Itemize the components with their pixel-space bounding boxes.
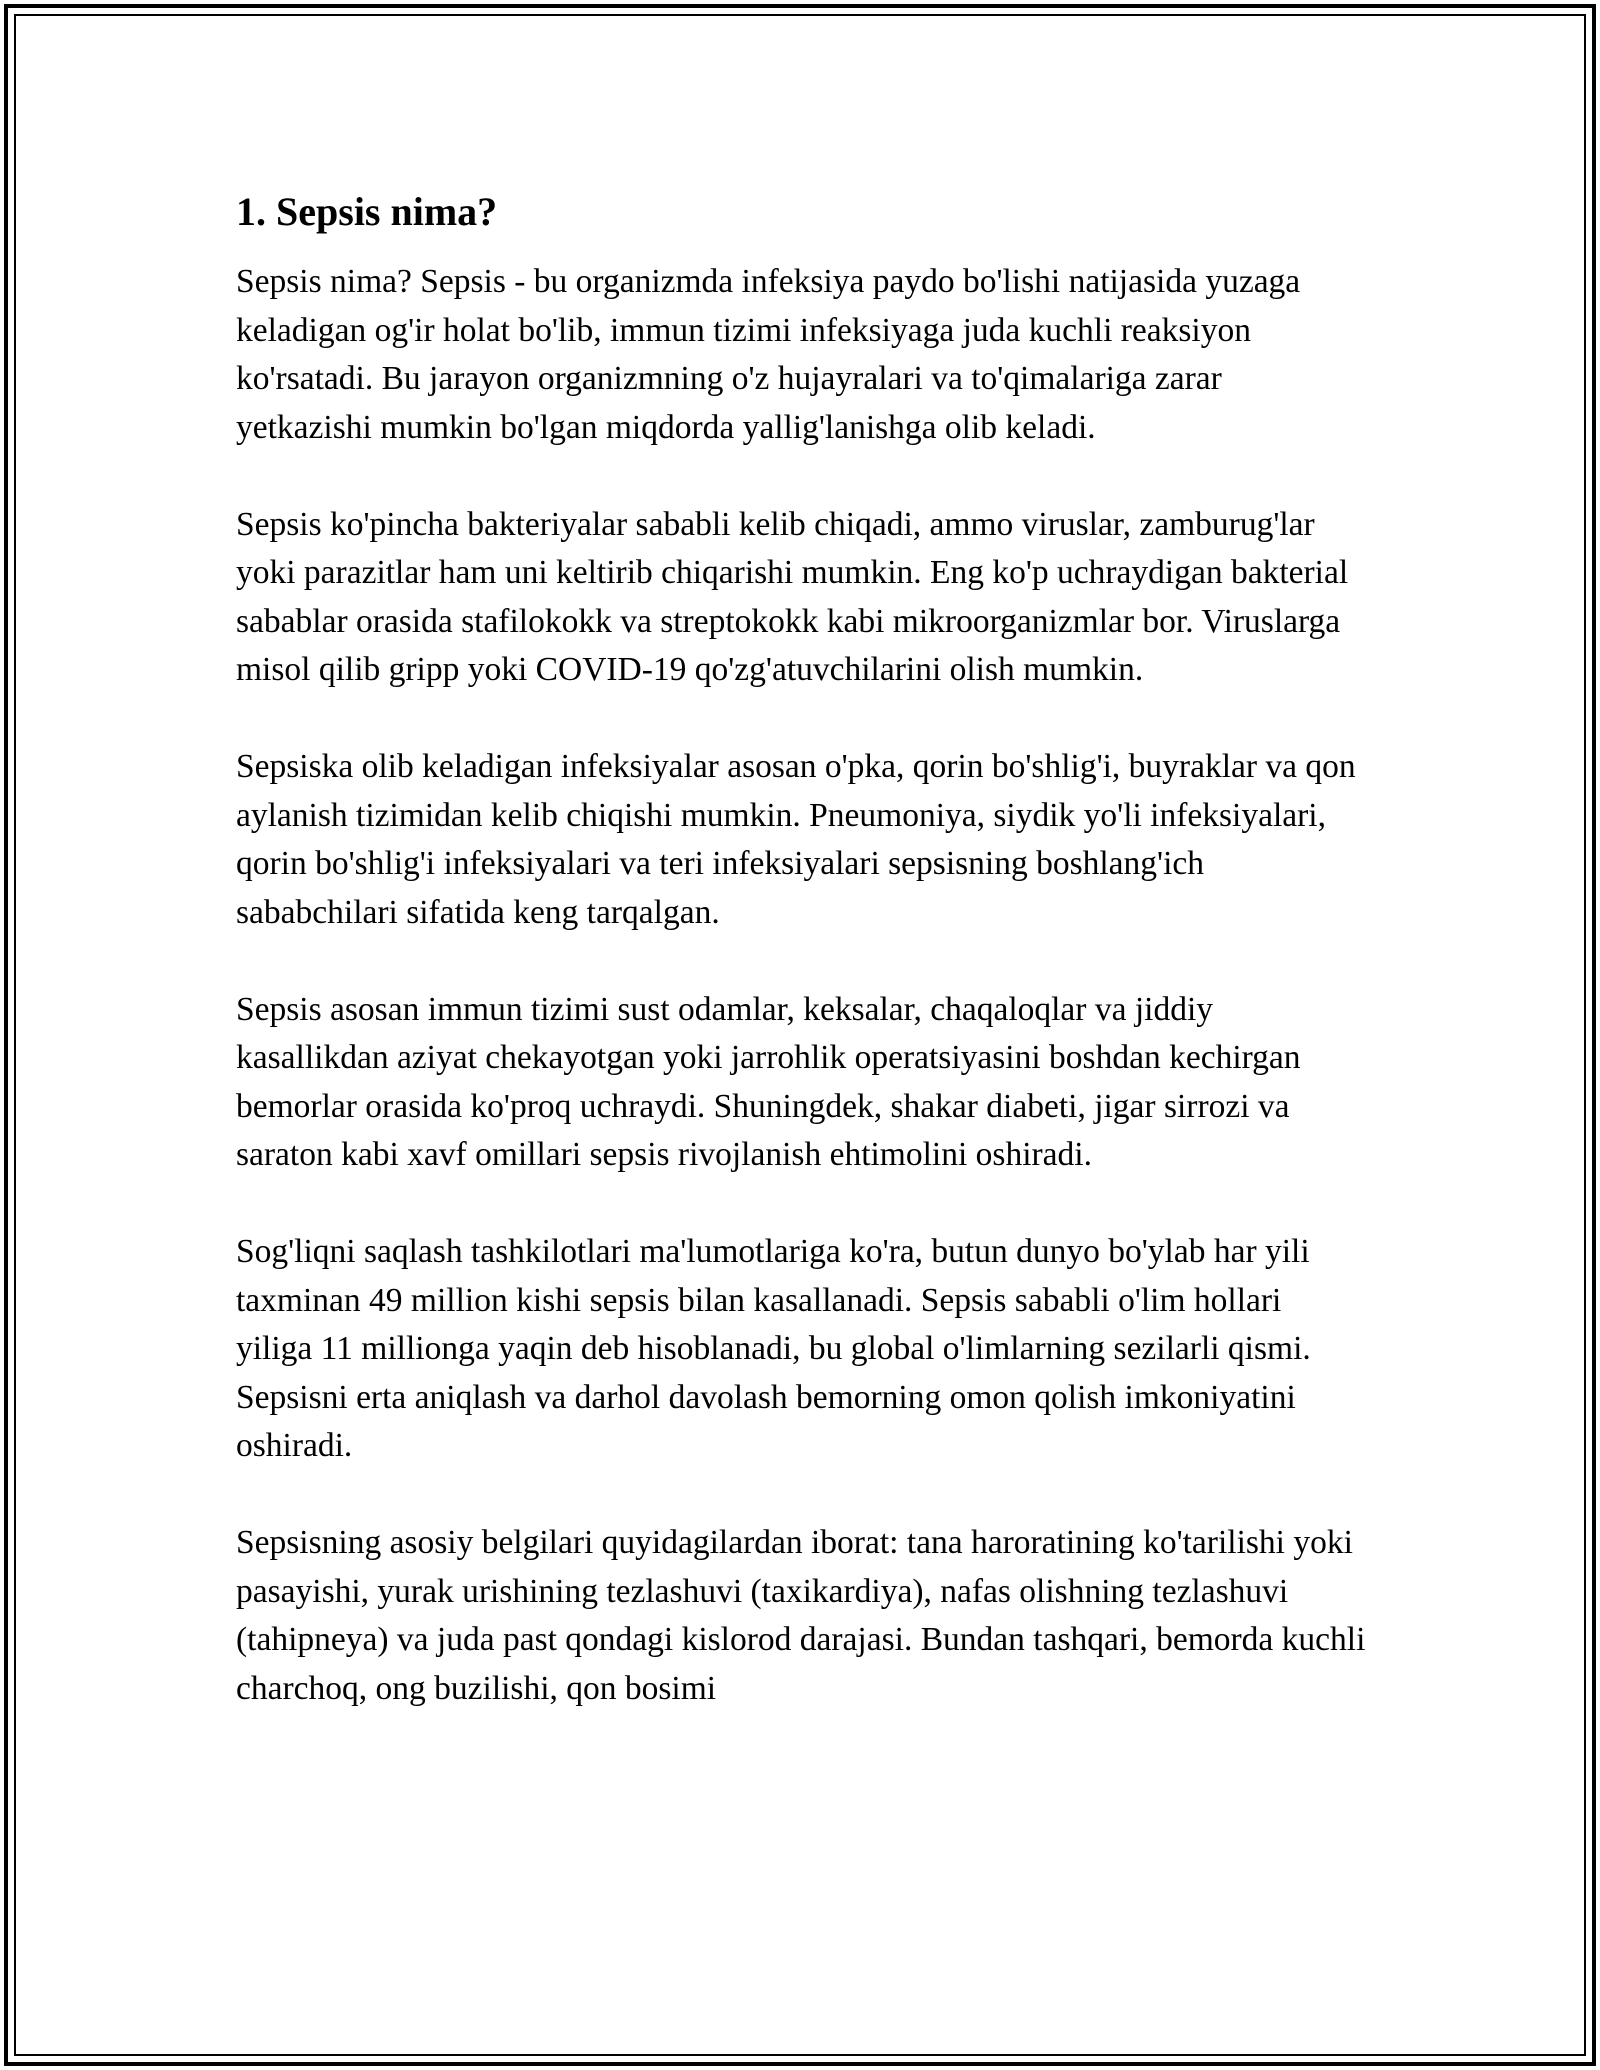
- paragraph-causes: Sepsis ko'pincha bakteriyalar sababli kelib chiqadi, ammo viruslar, zamburug'lar yoki parazitlar ham uni keltirib chiqarishi mumkin. Eng ko'p uchraydigan bakterial sabablar orasida stafilokokk va streptokokk kabi mikroorganizmlar bor. Viruslarga misol qilib gripp yoki COVID-19 qo'zg'atuvchilarini olish mumkin.: [236, 505, 1349, 688]
- paragraph-risk-groups: Sepsis asosan immun tizimi sust odamlar, keksalar, chaqaloqlar va jiddiy kasallikdan aziyat chekayotgan yoki jarrohlik operatsiyasini boshdan kechirgan bemorlar orasida ko'proq uchraydi. Shuningdek, shakar diabeti, jigar sirrozi va saraton kabi xavf omillari sepsis rivojlanish ehtimolini oshiradi.: [236, 990, 1301, 1173]
- document-body: [236, 186, 1366, 1762]
- paragraph-infection-sources: Sepsiska olib keladigan infeksiyalar asosan o'pka, qorin bo'shlig'i, buyraklar va qon aylanish tizimidan kelib chiqishi mumkin. Pneumoniya, siydik yo'li infeksiyalari, qorin bo'shlig'i infeksiyalari va teri infeksiyalari sepsisning boshlang'ich sababchilari sifatida keng tarqalgan.: [236, 748, 1356, 931]
- section-heading: 1. Sepsis nima?: [236, 189, 498, 234]
- paragraph-statistics: Sog'liqni saqlash tashkilotlari ma'lumotlariga ko'ra, butun dunyo bo'ylab har yili taxminan 49 million kishi sepsis bilan kasallanadi. Sepsis sababli o'lim hollari yiliga 11 millionga yaqin deb hisoblanadi, bu global o'limlarning sezilarli qismi. Sepsisni erta aniqlash va darhol davolash bemorning omon qolish imkoniyatini oshiradi.: [236, 1233, 1311, 1464]
- paragraph-definition: Sepsis nima? Sepsis - bu organizmda infeksiya paydo bo'lishi natijasida yuzaga keladigan og'ir holat bo'lib, immun tizimi infeksiyaga juda kuchli reaksiyon ko'rsatadi. Bu jarayon organizmning o'z hujayralari va to'qimalariga zarar yetkazishi mumkin bo'lgan miqdorda yallig'lanishga olib keladi.: [236, 263, 1301, 446]
- paragraph-symptoms: Sepsisning asosiy belgilari quyidagilardan iborat: tana haroratining ko'tarilishi yoki pasayishi, yurak urishining tezlashuvi (taxikardiya), nafas olishning tezlashuvi (tahipneya) va juda past qondagi kislorod darajasi. Bundan tashqari, bemorda kuchli charchoq, ong buzilishi, qon bosimi: [236, 1524, 1366, 1707]
